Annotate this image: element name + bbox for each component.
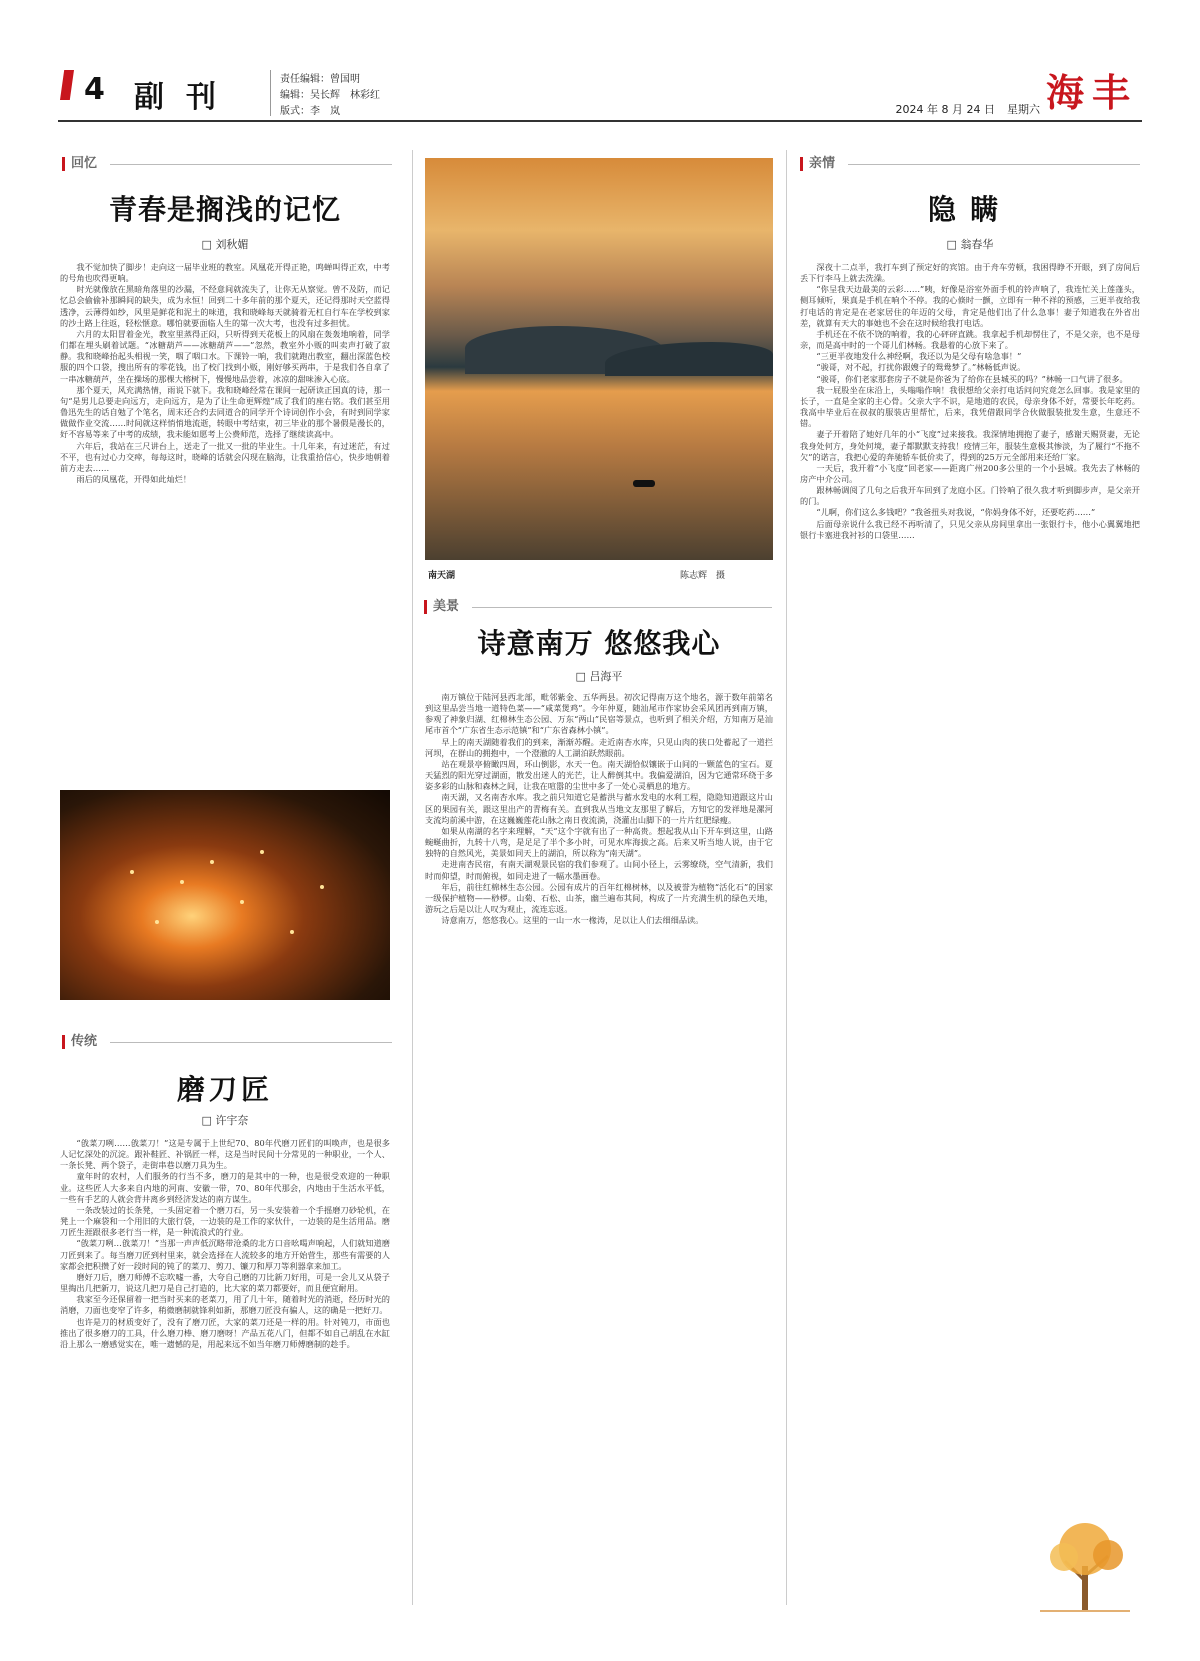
article-body-knife-grinder	[60, 1138, 390, 1626]
paragraph: 深夜十二点半，我打车到了预定好的宾馆。由于舟车劳顿，我困得睁不开眼，到了房间后丢下行李马上就去洗澡。	[800, 262, 1140, 284]
paragraph: 也许是刀的材质变好了，没有了磨刀匠，大家的菜刀还是一样的用。针对钝刀，市面也推出了很多磨刀的工具，什么磨刀棒、磨刀磨呀！产品五花八门，但都不如自己胡乱在水缸沿上那么一磨感觉实在，唯一遗憾的是，用起来远不如当年磨刀师傅磨制的趁手。	[60, 1316, 390, 1349]
section-title: 副刊	[134, 80, 238, 115]
author-liu: □ 刘秋媚	[60, 236, 390, 252]
paragraph: 走进南杏民宿，有南天湖观景民宿的我们参观了。山间小径上，云雾缭绕，空气清新，我们时而仰望，时而俯视，如同走进了一幅水墨画卷。	[425, 859, 773, 881]
author-weng: □ 翁春华	[800, 236, 1140, 252]
paragraph: 那个夏天，风充满热情，雨说下就下。我和晓峰经常在课间一起研读正国真的诗，那一句“是男儿总要走向远方，走向远方，是为了让生命更辉煌”成了我们的座右铭。我们甚至用鲁迅先生的话自勉了个笔名，周末还合约去同道合的同学开个诗词创作小会，有时到同学家做做作业交流……时间就这样悄悄地流逝，转眼中考结束，初三毕业的那个暑假是漫长的，好不容易等来了中考的成绩，我未能如愿考上公费师范，选择了继续读高中。	[60, 384, 390, 440]
credit-editors: 编辑：吴长辉 林彩红	[280, 90, 380, 101]
paragraph: 一天后，我开着“小飞度”回老家——距离广州200多公里的一个小县城。我先去了林畅的房产中介公司。	[800, 462, 1140, 484]
article-body-youth	[60, 262, 390, 772]
paragraph: 六月的太阳冒着金光，教室里蒸得正闷，只听得到天花板上的风扇在轰轰地响着，同学们都在埋头刷着试题。“冰糖葫芦——冰糖葫芦——”忽然，教室外小贩的叫卖声打破了寂静。我和晓峰抬起头相视一笑，咽了咽口水。下课铃一响，我们就跑出教室，翻出深蓝色校服的四个口袋，搜出所有的零花钱，出了校门找到小贩，刚好够买两串，于是我们各自拿了一串冰糖葫芦，坐在操场的那棵大榕树下，慢慢地品尝着，冰凉的甜味渗入心底。	[60, 328, 390, 384]
paragraph: 我不觉加快了脚步！走向这一届毕业班的教室。风凰花开得正艳，鸣蝉叫得正欢，中考的号角也吹得更响。	[60, 262, 390, 284]
article-title-knife-grinder: 磨刀匠	[176, 1073, 273, 1106]
masthead-logo: 海丰	[1045, 70, 1138, 115]
column-frame-left	[412, 150, 413, 1605]
nantian-lake-photo	[425, 158, 773, 560]
paragraph: “戗菜刀咧……戗菜刀！”这是专属于上世纪70、80年代磨刀匠们的叫唤声，也是很多人记忆深处的沉淀。跟补鞋匠、补锅匠一样，这是当时民间十分常见的一种职业，一个人、一条长凳、两个袋子，走街串巷以磨刀具为生。	[60, 1138, 390, 1171]
blacksmith-sparks-photo	[60, 790, 390, 1000]
label-rule	[848, 164, 1140, 165]
paragraph: 一条改装过的长条凳，一头固定着一个磨刀石，另一头安装着一个手摇磨刀砂轮机，在凳上一个麻袋和一个用旧的大旅行袋，一边装的是工作的家伙什，一边装的是生活用品。磨刀匠生涯跟很多老行当一样，是一种流浪式的行业。	[60, 1204, 390, 1238]
credit-layout: 版式：李 岚	[280, 106, 340, 117]
paragraph: “戗菜刀咧…戗菜刀！”当那一声声低沉略带沧桑的北方口音吆喝声响起，人们就知道磨刀匠到来了。每当磨刀匠到村里来，就会选择在人流较多的地方开始营生，那些有需要的人家都会把积攒了好一段时间的钝了的菜刀、剪刀、镰刀和厚刀等利器拿来加工。	[60, 1238, 390, 1271]
article-body-nanwan	[425, 692, 773, 1597]
paragraph: 磨好刀后，磨刀师傅不忘吹嘘一番，大夸自己磨的刀比新刀好用，可是一会儿又从袋子里掏出几把新刀，说这几把刀是自己打造的，比大家的菜刀都要好，而且便宜耐用。	[60, 1271, 390, 1294]
paragraph: “你呈我天边最美的云彩……”咦，好像是浴室外面手机的铃声响了，我连忙关上莲蓬头，侧耳倾听，果真是手机在响个不停。我的心倏时一颤，立即有一种不祥的预感，三更半夜给我打电话的肯定是在老家居住的年迈的父母，肯定是他们出了什么急事！妻子知道我在外省出差，就算有天大的事她也不会在这时候给我打电话。	[800, 284, 1140, 328]
section-flag-icon	[60, 70, 74, 100]
header-rule	[58, 120, 1142, 122]
photo-caption: 南天湖	[428, 571, 456, 581]
paragraph: 跟林畅调阅了几句之后我开车回到了龙庭小区。门铃响了很久我才听到脚步声，是父亲开的门。	[800, 485, 1140, 507]
issue-weekday: 星期六	[1007, 103, 1040, 116]
photo-credit: 陈志辉 摄	[680, 571, 726, 581]
author-lv: □ 吕海平	[425, 668, 773, 684]
paragraph: 六年后，我站在三尺讲台上，送走了一批又一批的毕业生。十几年来，有过迷茫，有过不平，也有过心力交瘁，每每这时，晓峰的话就会闪现在脑海，让我重拾信心，快步地朝着前方走去……	[60, 440, 390, 473]
autumn-tree-illustration	[1030, 1511, 1140, 1621]
paragraph: 如果从南湖的名字来理解，“天”这个字就有出了一种高贵。想起我从山下开车到这里，山路蜿蜒曲折，九转十八弯，是足足了半个多小时，可见水库海拔之高。后来又听当地人说，由于它独特的自然风光，美景如同天上的湖泊，所以称为“南天湖”。	[425, 825, 773, 859]
article-title-concealment: 隐瞒	[927, 193, 1012, 226]
credit-editor-in-charge: 责任编辑：曾国明	[280, 74, 360, 85]
paragraph: “三更半夜地发什么神经啊，我还以为是父母有啥急事！”	[816, 351, 1022, 362]
column-frame-right	[786, 150, 787, 1605]
paragraph: 时光就像放在黑暗角落里的沙漏，不经意间就流失了，让你无从察觉。曾不及防，而记忆总会偷偷补那瞬间的缺失，成为永恒！回到二十多年前的那个夏天，还记得那时天空蓝得透净，云薄得如纱，风里是鲜花和泥土的味道，我和晓峰每天就骑着无杠自行车在学校到家的沙土路上往返，轻松惬意。哪怕就要面临人生的第一次大考，也没有过多担忧。	[60, 284, 390, 328]
boat-silhouette	[633, 480, 655, 487]
label-rule	[472, 607, 772, 608]
article-body-concealment	[800, 262, 1140, 1492]
label-tradition: 传统	[62, 1035, 97, 1049]
paragraph: 早上的南天湖随着我们的到来，渐渐苏醒。走近南杏水库，只见山肉的狭口处蓄起了一道拦河坝，在群山的拥抱中，一个澄澈的人工湖泊跃然眼前。	[425, 736, 773, 758]
header-divider	[270, 70, 271, 116]
paragraph: 南万镇位于陆河县西北部，毗邻紫金、五华两县。初次记得南万这个地名，源于数年前第名到这里品尝当地一道特色菜——“咸菜煲鸡”。今年仲夏，随汕尾市作家协会采风团再到南万镇，参观了神象归湖、红棉林生态公园、万东“两山”民宿等景点，也听到了相关介绍，方知南万是汕尾市首个“广东省生态示范镇”和“广东省森林小镇”。	[425, 692, 773, 736]
label-memory: 回忆	[62, 157, 97, 171]
paragraph: “骏哥，你们老家那套房子不就是你爸为了给你在县城买的吗？”林畅一口气讲了很多。	[816, 373, 1128, 384]
page-number: 4	[84, 72, 105, 107]
label-rule	[110, 1042, 392, 1043]
paragraph: “儿啊，你们这么多钱吧？”我爸扭头对我说，“你妈身体不好，还要吃药……”	[816, 507, 1096, 518]
paragraph: 雨后的凤凰花，开得如此灿烂！	[76, 473, 192, 484]
paragraph: 站在观景亭俯瞰四周，环山倒影，水天一色。南天湖恰似镶嵌于山间的一颗蓝色的宝石。夏天猛烈的阳光穿过湖面，散发出迷人的光芒，让人醉倒其中。我偏爱湖泊，因为它通常环绕于多姿多彩的山脉和森林之间，让我在喧嚣的尘世中多了一处心灵栖息的地方。	[425, 758, 773, 792]
paragraph: 妻子开着陪了她好几年的小“飞度”过来接我。我深情地拥抱了妻子，感谢天赐贤妻，无论我身处何方，身处何境，妻子都默默支持我！疫情三年，服装生意极其惨淡，为了履行“不拖不欠”的诺言，我把心爱的奔驰轿车低价卖了，得到的25万元全部用来还给厂家。	[800, 429, 1140, 462]
label-scenery: 美景	[424, 600, 459, 614]
paragraph: “骏哥，对不起，打扰你跟嫂子的鸳鸯梦了。”林畅低声说。	[816, 362, 1026, 373]
article-title-youth: 青春是搁浅的记忆	[108, 193, 341, 226]
paragraph: 我一屁股坐在床沿上，头嗡嗡作响！我很想给父亲打电话问问究竟怎么回事。我是家里的长子，一直是全家的主心骨。父亲大字不识，是地道的农民，母亲身体不好，常要长年吃药。我高中毕业后在叔叔的服装店里帮忙，后来，我凭借跟同学合伙做服装批发生意，生意还不错。	[800, 384, 1140, 429]
paragraph: 南天湖，又名南杏水库。我之前只知道它是蓄洪与蓄水发电的水利工程，隐隐知道跟这片山区的果园有关，跟这里出产的青梅有关。直到我从当地文友那里了解后，方知它的发祥地是漯河支流均前溪中游，在这巍巍莲花山脉之南日夜流淌，浇灌出山脚下的一片片红肥绿瘦。	[425, 792, 773, 825]
article-title-nanwan: 诗意南万 悠悠我心	[477, 627, 721, 660]
label-family: 亲情	[800, 157, 835, 171]
paragraph: 童年时的农村，人们服务的行当不多，磨刀的是其中的一种，也是很受欢迎的一种职业。这些匠人大多来自内地的河南、安徽一带，70、80年代那会，内地由于生活水平低，一些有手艺的人就会背井离乡到经济发达的南方谋生。	[60, 1171, 390, 1204]
paragraph: 后面母亲说什么我已经不再听清了，只见父亲从房间里拿出一张银行卡，他小心翼翼地把银行卡塞进我衬衫的口袋里……	[800, 518, 1140, 540]
label-rule	[110, 164, 392, 165]
paragraph: 我家至今还保留着一把当时买来的老菜刀，用了几十年，随着时光的消逝，经历时光的消磨，刀面也变窄了许多，稍微磨制就锋利如新，那磨刀匠没有骗人，这的确是一把好刀。	[60, 1294, 390, 1316]
paragraph: 年后，前往红棉林生态公园。公园有成片的百年红棉树林，以及被誉为植物“活化石”的国家一级保护植物——桫椤。山菊、石松、山茶，幽兰遍布其间，构成了一片充满生机的绿色天地，游玩之后是以让人叹为观止，流连忘返。	[425, 881, 773, 914]
paragraph: 手机还在不依不饶的响着，我的心砰砰直跳。我拿起手机却愣住了，不是父亲，也不是母亲，而是高中时的一个哥儿们林畅。我悬着的心放下来了。	[800, 328, 1140, 351]
issue-date: 2024 年 8 月 24 日	[895, 103, 995, 116]
author-xu: □ 许宇奈	[60, 1112, 390, 1128]
paragraph: 诗意南万，悠悠我心。这里的一山一水一椽涛，足以让人们去细细品读。	[441, 915, 704, 926]
